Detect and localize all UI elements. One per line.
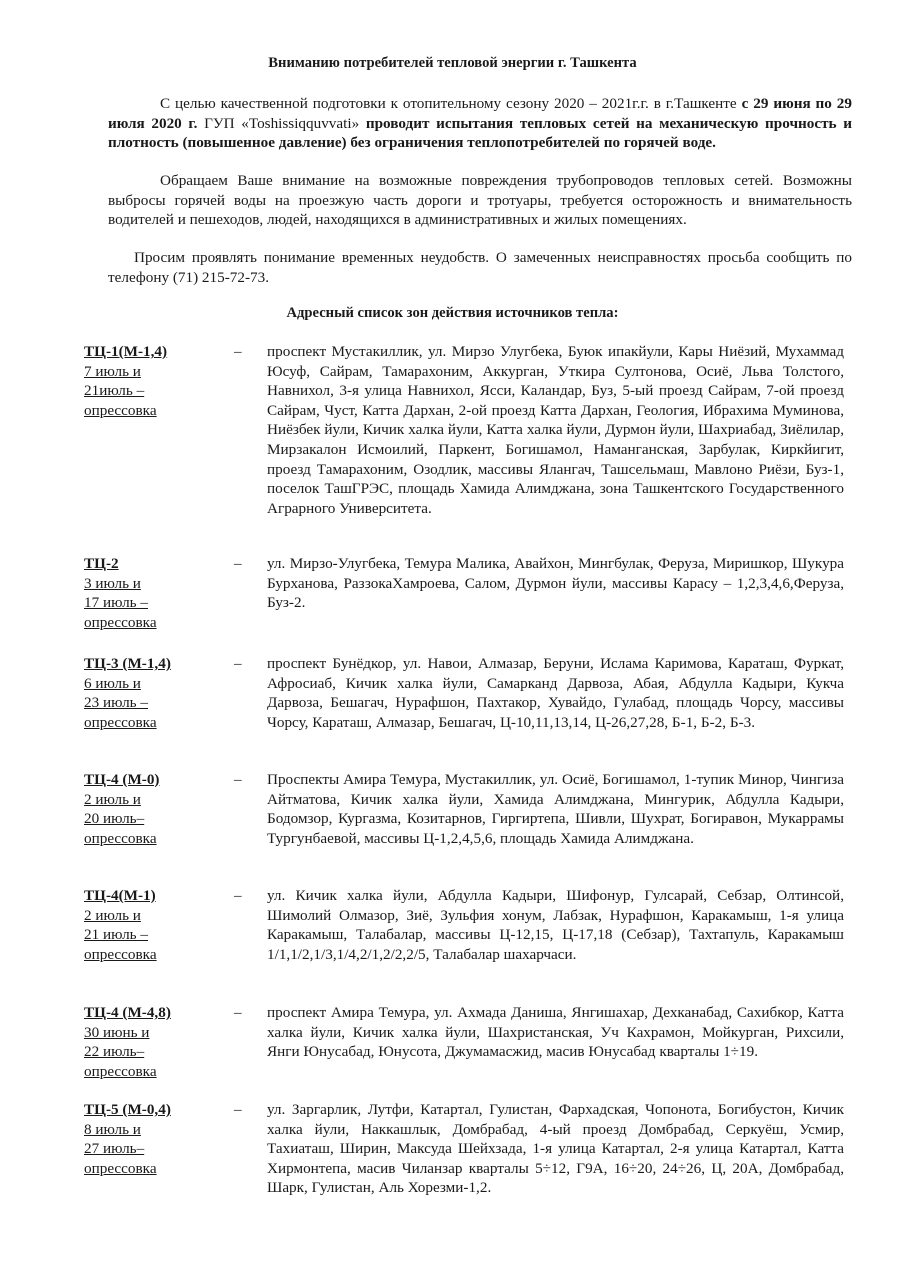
zone-date-start: 2 июль и (84, 906, 141, 924)
zone-code: ТЦ-4 (М-4,8) (84, 1004, 171, 1021)
zone-addresses: проспект Амира Темура, ул. Ахмада Даниша, Янгишахар, Дехканабад, Сахибкор, Катта халка йули, Кичик халка йули, Шахристанская, Уч Кахрамон, Мойкурган, Рихсили, Янги Юнусабад, Юнусота, Джумамасжид, масив Юнусабад кварталы 1÷19. (267, 1004, 844, 1061)
zone-date-start: 7 июль и (84, 362, 141, 380)
zone-addresses: Проспекты Амира Темура, Мустакиллик, ул. Осиё, Богишамол, 1-тупик Минор, Чингиза Айтматова, Кичик халка йули, Хамида Алимджана, Мингурик, Абдулла Кадыри, Бодомзор, Кургазма, Козитарнов, Гиргиртепа, Шивли, Шухрат, Богиравон, Мукаррамы Тургунбаевой, массивы Ц-1,2,4,5,6, площадь Хамида Алимджана. (267, 771, 844, 847)
dash-separator: – (234, 343, 242, 360)
zone-addresses: проспект Мустакиллик, ул. Мирзо Улугбека, Буюк ипакйули, Кары Ниёзий, Мухаммад Юсуф, Сайрам, Тамарахоним, Аккурган, Уткира Султонова, Осиё, Льва Толстого, Навнихол, 3-я улица Навнихол, Ясси, Каландар, Буз, 5-ый проезд Сайрам, 7-ой проезд Сайрам, Чуст, Катта Дархан, 2-ой проезд Катта Дархан, Геология, Ибрахима Муминова, Ниёзбек йули, Кичик халка йули, Катта халка йули, Дурмон йули, Шахриабад, Зиёлилар, Мирзакалон Исмоилий, Паркент, Богишамол, Наманганская, Зарбулак, Киркйигит, проезд Тамарахоним, Озодлик, массивы Ялангач, Ташсельмаш, Мавлоно Риёзи, Буз-1, поселок ТашГРЭС, площадь Хамида Алимджана, зона Ташкентского Государственного Аграрного Университета. (267, 343, 844, 517)
zone-date-start: 6 июль и (84, 674, 141, 692)
zone-date-end: 23 июль – (84, 694, 148, 712)
warning-text: Обращаем Ваше внимание на возможные повреждения трубопроводов тепловых сетей. Возможны выбросы горячей воды на проезжую часть дороги и тротуары, требуется осторожность и внимательность водителей и пешеходов, людей, находящихся в административных и жилых помещениях. (108, 172, 852, 229)
zone-note: опрессовка (84, 613, 157, 631)
zone-header (84, 654, 234, 732)
intro-text: С целью качественной подготовки к отопительному сезону 2020 – 2021г.г. в г.Ташкенте (160, 95, 742, 112)
zone-code: ТЦ-1(М-1,4) (84, 343, 168, 360)
zone-note: опрессовка (84, 1062, 157, 1080)
dash-separator: – (234, 555, 242, 572)
dash-separator: – (234, 887, 242, 904)
zone-note: опрессовка (84, 713, 157, 731)
dash-separator: – (234, 655, 242, 672)
intro-organization: ГУП «Toshissiqquvvati» (197, 114, 366, 132)
zone-addresses: проспект Бунёдкор, ул. Навои, Алмазар, Беруни, Ислама Каримова, Караташ, Фуркат, Афросиаб, Кичик халка йули, Самарканд Дарвоза, Абая, Абдулла Кадыри, Кукча Дарвоза, Бешагач, Нурафшон, Пахтакор, Хувайдо, Гулабад, площадь Чорсу, массивы Чорсу, Караташ, Алмазар, Бешагач, Ц-10,11,13,14, Ц-26,27,28, Б-1, Б-2, Б-3. (267, 655, 844, 731)
zone-code: ТЦ-4(М-1) (84, 887, 156, 904)
zone-addresses: ул. Мирзо-Улугбека, Темура Малика, Авайхон, Мингбулак, Феруза, Миришкор, Шукура Бурханова, РаззокаХамроева, Салом, Дурмон йули, массивы Карасу – 1,2,3,4,6,Феруза, Буз-2. (267, 555, 844, 612)
zone-note: опрессовка (84, 829, 157, 847)
zone-code: ТЦ-2 (84, 555, 119, 572)
zone-date-end: 17 июль – (84, 594, 148, 612)
zone-code: ТЦ-3 (М-1,4) (84, 655, 171, 672)
zone-code: ТЦ-4 (М-0) (84, 771, 160, 788)
intro-paragraph-2 (108, 171, 852, 230)
zone-date-start: 8 июль и (84, 1120, 141, 1138)
intro-dates: с 29 июня по 29 июля 2020 г. (108, 95, 852, 132)
zone-header (84, 342, 234, 420)
zone-header (84, 770, 234, 848)
zone-header (84, 1003, 234, 1081)
contact-text: Просим проявлять понимание временных неудобств. О замеченных неисправностях просьба сообщить по телефону (71) 215-72-73. (108, 249, 852, 286)
zone-date-start: 3 июль и (84, 574, 141, 592)
zone-date-end: 21июль – (84, 382, 145, 400)
zone-header (84, 886, 234, 964)
zone-date-start: 30 июнь и (84, 1023, 150, 1041)
zone-date-end: 22 июль– (84, 1043, 145, 1061)
address-list-title: Адресный список зон действия источников тепла: (286, 305, 619, 321)
intro-paragraph-1 (108, 94, 852, 153)
zone-date-end: 21 июль – (84, 926, 148, 944)
zone-header (84, 554, 234, 632)
intro-test-description: проводит испытания тепловых сетей на механическую прочность и плотность (повышенное давление) без ограничения теплопотребителей по горячей воде. (108, 114, 853, 152)
intro-paragraph-3 (108, 248, 852, 287)
zone-addresses: ул. Заргарлик, Лутфи, Катартал, Гулистан, Фархадская, Чопонота, Богибустон, Кичик халка йули, Наккашлык, Домбрабад, 4-ый проезд Домбрабад, Серкуёш, Усмир, Тахиаташ, Ширин, Максуда Шейхзада, 1-я улица Катартал, 2-я улица Катартал, Катта Хирмонтепа, масив Чиланзар кварталы 5÷12, Г9А, 16÷20, 24÷26, Ц, 20А, Домбрабад, Шарк, Гулистан, Аль Хорезми-1,2. (267, 1101, 844, 1197)
zone-date-start: 2 июль и (84, 790, 141, 808)
zone-code: ТЦ-5 (М-0,4) (84, 1101, 171, 1118)
zone-note: опрессовка (84, 1159, 157, 1177)
zone-date-end: 20 июль– (84, 810, 145, 828)
dash-separator: – (234, 1004, 242, 1021)
dash-separator: – (234, 771, 242, 788)
zone-addresses: ул. Кичик халка йули, Абдулла Кадыри, Шифонур, Гулсарай, Себзар, Олтинсой, Шимолий Олмазор, Зиё, Зульфия хонум, Лабзак, Нурафшон, Каракамыш, 1-я улица Каракамыш, Талабалар, массивы Ц-12,15, Ц-17,18 (Себзар), Тахтапуль, Каракамыш 1/1,1/2,1/3,1/4,2/1,2/2,2/5, Талабалар шахарчаси. (267, 887, 844, 963)
document-title: Вниманию потребителей тепловой энергии г. Ташкента (268, 55, 637, 71)
zone-note: опрессовка (84, 945, 157, 963)
zone-date-end: 27 июль– (84, 1140, 145, 1158)
dash-separator: – (234, 1101, 242, 1118)
zone-header (84, 1100, 234, 1178)
zone-note: опрессовка (84, 401, 157, 419)
